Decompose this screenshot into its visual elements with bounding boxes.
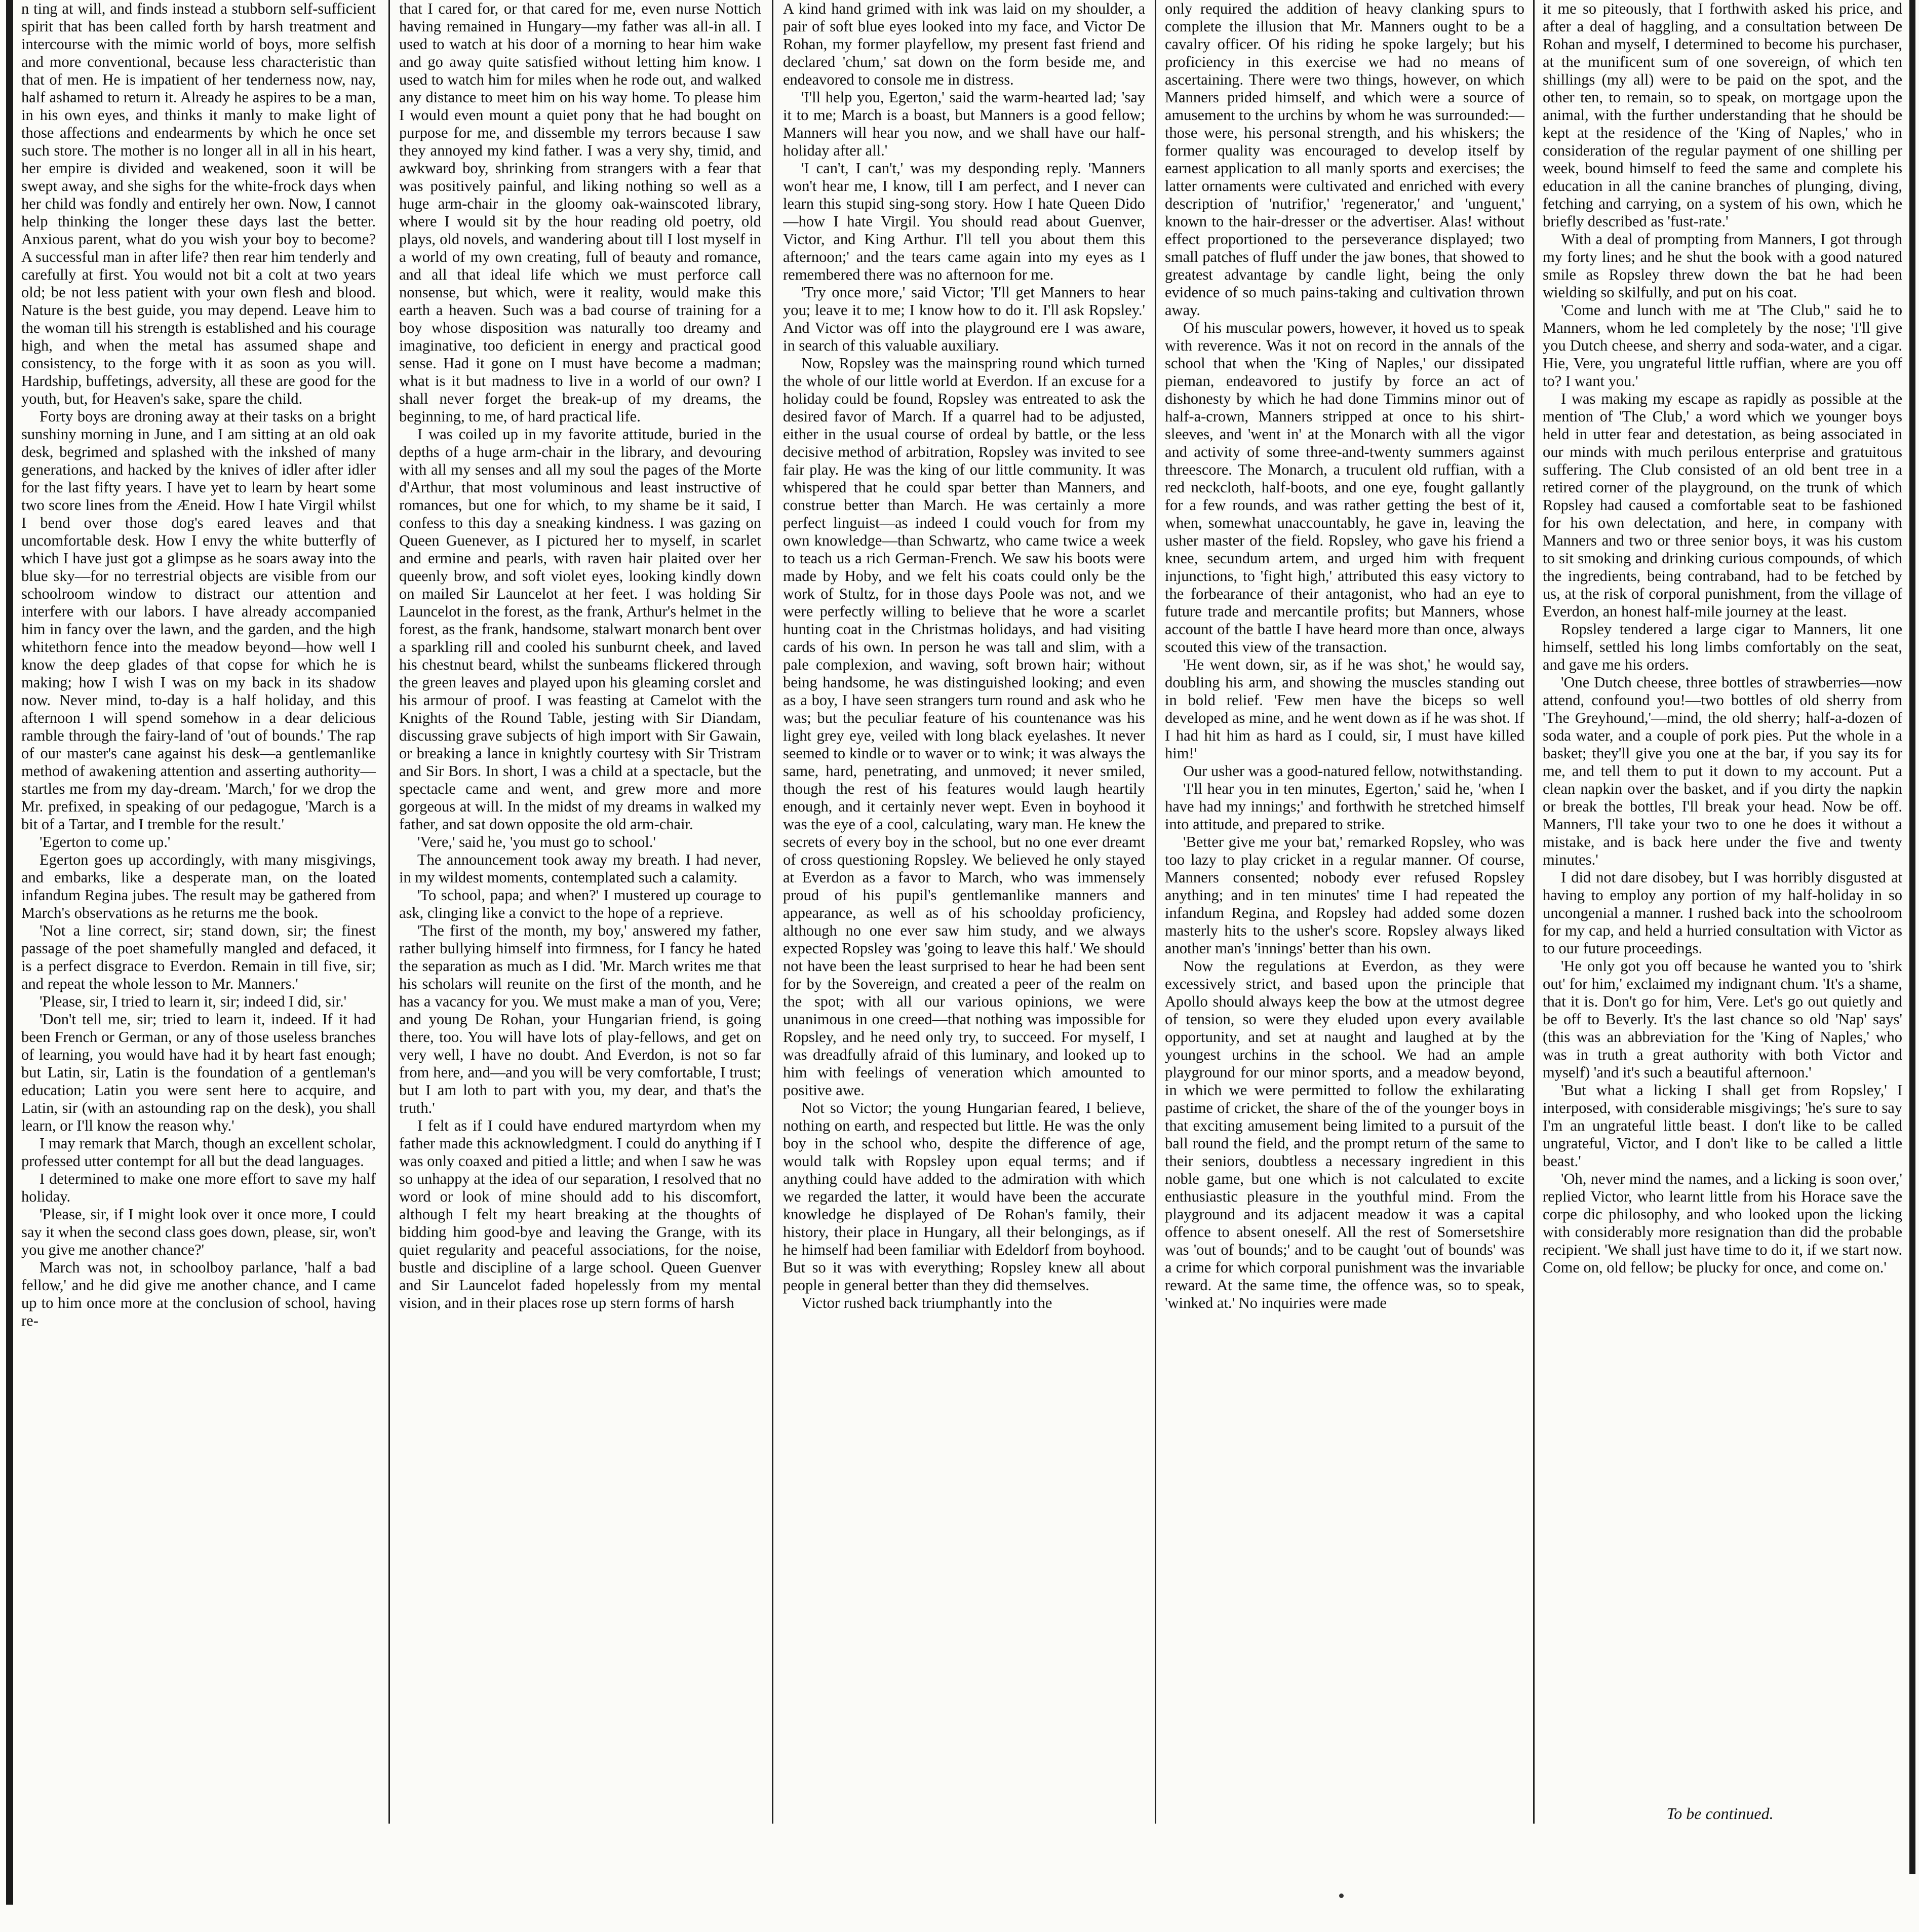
paragraph: Victor rushed back triumphantly into the xyxy=(801,1294,1052,1311)
text-column-5 xyxy=(1543,0,1902,1844)
text-column-4 xyxy=(1165,0,1524,1844)
paragraph: Now, Ropsley was the mainspring round which turned the whole of our little world at Everdon. If an excuse for a holiday could be found, Ropsley was entreated to ask the desired favor of March. If a quarrel had to be adjusted, either in the usual course of ordeal by battle, or the less decisive method of arbitration, Ropsley was invited to see fair play. He was the king of our little community. It was whispered that he could spar better than Manners, and construe better than March. He was certainly a more perfect linguist—as indeed I could vouch for from my own knowledge—than Schwartz, who came twice a week to teach us a rich German-French. We saw his boots were made by Hoby, and we felt his coats could only be the work of Stultz, for in those days Poole was not, and we were perfectly willing to believe that he wore a scarlet hunting coat in the Christmas holidays, and had visiting cards of his own. In person he was tall and slim, with a pale complexion, and waving, soft brown hair; without being handsome, he was distinguished looking; and even as a boy, I have seen strangers turn round and ask who he was; but the peculiar feature of his countenance was his light grey eye, veiled with long black eyelashes. It never seemed to kindle or to waver or to wink; it was always the same, hard, penetrating, and unmoved; it never smiled, though the rest of his features would laugh heartily enough, and it certainly never wept. Even in boyhood it was the eye of a cool, calculating, wary man. He knew the secrets of every boy in the school, but no one ever dreamt of cross questioning Ropsley. We believed he only stayed at Everdon as a favor to March, who was immensely proud of his pupil's gentlemanlike manners and appearance, as well as of his schoolday proficiency, although no one ever saw him study, and we always expected Ropsley was 'going to leave this half.' We should not have been the least surprised to hear he had been sent for by the Sovereign, and created a peer of the realm on the spot; with all our various opinions, we were unanimous in one creed—that nothing was impossible for Ropsley, and he need only try, to succeed. For myself, I was dreadfully afraid of this luminary, and looked up to him with feelings of veneration which amounted to positive awe. xyxy=(783,355,1145,1099)
paragraph: Not so Victor; the young Hungarian feared, I believe, nothing on earth, and respected but little. He was the only boy in the school who, despite the difference of age, would talk with Ropsley upon equal terms; and if anything could have added to the admiration with which we regarded the latter, it would have been the accurate knowledge he displayed of De Rohan's family, their history, their place in Hungary, all their belongings, as if he himself had been familiar with Edeldorf from boyhood. But so it was with everything; Ropsley knew all about people in general better than they did themselves. xyxy=(783,1099,1145,1294)
paragraph: I was making my escape as rapidly as possible at the mention of 'The Club,' a word which we younger boys held in utter fear and detestation, as being associated in our minds with much perilous enterprise and gratuitous suffering. The Club consisted of an old bent tree in a retired corner of the playground, on the trunk of which Ropsley had caused a comfortable seat to be fashioned for his own delectation, and here, in company with Manners and two or three senior boys, it was his custom to sit smoking and drinking curious compounds, of which the ingredients, being contraband, had to be fetched by us, at the risk of corporal punishment, from the village of Everdon, an honest half-mile journey at the least. xyxy=(1543,390,1902,620)
paragraph: 'Come and lunch with me at 'The Club,'' said he to Manners, whom he led completely by the nose; 'I'll give you Dutch cheese, and sherry and soda-water, and a cigar. Hie, Vere, you ungrateful little ruffian, where are you off to? I want you.' xyxy=(1543,301,1902,390)
text-column-2 xyxy=(399,0,761,1844)
paragraph: I felt as if I could have endured martyrdom when my father made this acknowledgment. I could do anything if I was only coaxed and pitied a little; and when I saw he was so unhappy at the idea of our separation, I resolved that no word or look of mine should add to his discomfort, although I felt my heart breaking at the thoughts of bidding him good-bye and leaving the Grange, with its quiet regularity and peaceful associations, for the noise, bustle and discipline of a large school. Queen Guenver and Sir Launcelot faded hopelessly from my mental vision, and in their places rose up stern forms of harsh xyxy=(399,1117,761,1311)
paragraph: 'I can't, I can't,' was my desponding reply. 'Manners won't hear me, I know, till I am perfect, and I never can learn this stupid sing-song story. How I hate Queen Dido—how I hate Virgil. You should read about Guenver, Victor, and King Arthur. I'll tell you about them this afternoon;' and the tears came again into my eyes as I remembered there was no afternoon for me. xyxy=(783,160,1145,283)
paragraph: 'Vere,' said he, 'you must go to school.' xyxy=(417,833,656,851)
paragraph: 'Oh, never mind the names, and a licking is soon over,' replied Victor, who learnt little from his Horace save the corpe dic philosophy, and who looked upon the licking with considerably more resignation than did the probable recipient. 'We shall just have time to do it, if we start now. Come on, old fellow; be plucky for once, and come on.' xyxy=(1543,1170,1902,1276)
paragraph: I did not dare disobey, but I was horribly disgusted at having to employ any portion of my half-holiday in so uncongenial a manner. I rushed back into the schoolroom for my cap, and held a hurried consultation with Victor as to our future proceedings. xyxy=(1543,869,1902,957)
column-rule-2 xyxy=(772,0,773,1824)
paragraph: Forty boys are droning away at their tasks on a bright sunshiny morning in June, and I am sitting at an old oak desk, begrimed and splashed with the inkshed of many generations, and hacked by the knives of idler after idler for the last fifty years. I have yet to learn by heart some two score lines from the Æneid. How I hate Virgil whilst I bend over those dog's eared leaves and that uncomfortable desk. How I envy the white butterfly of which I have just got a glimpse as he soars away into the blue sky—for no terrestrial objects are visible from our schoolroom window to distract our attention and interfere with our labors. I have already accompanied him in fancy over the lawn, and the garden, and the high whitethorn fence into the meadow beyond—how well I know the deep glades of that copse for which he is making; how I wish I was on my back in its shadow now. Never mind, to-day is a half holiday, and this afternoon I will spend somehow in a dear delicious ramble through the fairy-land of 'out of bounds.' The rap of our master's cane against his desk—a gentlemanlike method of awakening attention and asserting authority—startles me from my day-dream. 'March,' for we drop the Mr. prefixed, in speaking of our pedagogue, 'March is a bit of a Tartar, and I tremble for the result.' xyxy=(21,408,376,833)
paragraph: 'Please, sir, I tried to learn it, sir; indeed I did, sir.' xyxy=(40,993,347,1010)
paragraph: With a deal of prompting from Manners, I got through my forty lines; and he shut the book with a good natured smile as Ropsley threw down the bat he had been wielding so skilfully, and put on his coat. xyxy=(1543,230,1902,301)
paragraph: 'Try once more,' said Victor; 'I'll get Manners to hear you; leave it to me; I know how to do it. I'll ask Ropsley.' And Victor was off into the playground ere I was aware, in search of this valuable auxiliary. xyxy=(783,284,1145,354)
column-rule-1 xyxy=(388,0,390,1824)
paragraph: 'Don't tell me, sir; tried to learn it, indeed. If it had been French or German, or any of those useless branches of learning, you would have had it by heart fast enough; but Latin, sir, Latin is the foundation of a gentleman's education; Latin you were sent here to acquire, and Latin, sir (with an astounding rap on the desk), you shall learn, or I'll know the reason why.' xyxy=(21,1011,376,1134)
paragraph: 'The first of the month, my boy,' answered my father, rather bullying himself into firmness, for I fancy he hated the separation as much as I did. 'Mr. March writes me that his scholars will reunite on the first of the month, and he has a vacancy for you. We must make a man of you, Vere; and young De Rohan, your Hungarian friend, is going there, too. You will have lots of play-fellows, and get on very well, I have no doubt. And Everdon, is not so far from here, and—and you will be very comfortable, I trust; but I am loth to part with you, my dear, and that's the truth.' xyxy=(399,922,761,1116)
paragraph: I may remark that March, though an excellent scholar, professed utter contempt for all but the dead languages. xyxy=(21,1135,376,1170)
paragraph: 'One Dutch cheese, three bottles of strawberries—now attend, confound you!—two bottles of old sherry from 'The Greyhound,'—mind, the old sherry; half-a-dozen of soda water, and a couple of pork pies. Put the whole in a basket; they'll give you one at the bar, if you say its for me, and tell them to put it down to my account. Put a clean napkin over the basket, and if you dirty the napkin or break the bottles, I'll break your head. Now be off. Manners, I'll take your two to one he does it without a mistake, and is back here under the five and twenty minutes.' xyxy=(1543,674,1902,868)
paragraph: Egerton goes up accordingly, with many misgivings, and embarks, like a desperate man, on the loated infandum Regina jubes. The result may be gathered from March's observations as he returns me the book. xyxy=(21,851,376,921)
paragraph: 'Egerton to come up.' xyxy=(40,833,171,851)
ink-speck xyxy=(1339,1894,1344,1898)
left-margin-bar xyxy=(6,0,13,1905)
paragraph: Ropsley tendered a large cigar to Manners, lit one himself, settled his long limbs comfortably on the seat, and gave me his orders. xyxy=(1543,621,1902,673)
paragraph: 'But what a licking I shall get from Ropsley,' I interposed, with considerable misgivings; 'he's sure to say I'm an ungrateful little beast. I don't like to be called ungrateful, Victor, and I don't like to be called a little beast.' xyxy=(1543,1081,1902,1170)
paragraph: only required the addition of heavy clanking spurs to complete the illusion that Mr. Manners ought to be a cavalry officer. Of his riding he spoke largely; but his proficiency in this exercise we had no means of ascertaining. There were two things, however, on which Manners prided himself, and which were a source of amusement to the urchins by whom he was surrounded:—those were, his personal strength, and his whiskers; the former quality was encouraged to develop itself by earnest application to all manly sports and exercises; the latter ornaments were cultivated and enriched with every description of 'nutrifior,' 'regenerator,' and 'unguent,' known to the hair-dresser or the advertiser. Alas! without effect proportioned to the perseverance displayed; two small patches of fluff under the jaw bones, that showed to greatest advantage by candle light, being the only evidence of so much pains-taking and cultivation thrown away. xyxy=(1165,0,1524,319)
paragraph: 'Better give me your bat,' remarked Ropsley, who was too lazy to play cricket in a regular manner. Of course, Manners consented; nobody ever refused Ropsley anything; and in ten minutes' time I had repeated the infandum Regina, and Ropsley had added some dozen masterly hits to the usher's score. Ropsley always liked another man's 'innings' better than his own. xyxy=(1165,833,1524,957)
paragraph: 'Please, sir, if I might look over it once more, I could say it when the second class goes down, please, sir, won't you give me another chance?' xyxy=(21,1206,376,1258)
paragraph: 'He only got you off because he wanted you to 'shirk out' for him,' exclaimed my indignant chum. 'It's a shame, that it is. Don't go for him, Vere. Let's go out quietly and be off to Beverly. It's the last chance so old 'Nap' says' (this was an abbreviation for the 'King of Naples,' who was in truth a great authority with both Victor and myself) 'and it's such a beautiful afternoon.' xyxy=(1543,957,1902,1081)
paragraph: A kind hand grimed with ink was laid on my shoulder, a pair of soft blue eyes looked into my face, and Victor De Rohan, my former playfellow, my present fast friend and declared 'chum,' sat down on the form beside me, and endeavored to console me in distress. xyxy=(783,0,1145,88)
paragraph: Of his muscular powers, however, it hoved us to speak with reverence. Was it not on record in the annals of the school that when the 'King of Naples,' our dissipated pieman, endeavored to justify by force an act of dishonesty by which he had done Timmins minor out of half-a-crown, Manners stripped at once to his shirt-sleeves, and 'went in' at the Monarch with all the vigor and activity of some three-and-twenty summers against threescore. The Monarch, a truculent old ruffian, with a red neckcloth, half-boots, and one eye, fought gallantly for a few rounds, and was rather getting the best of it, when, somewhat unaccountably, he gave in, leaving the usher master of the field. Ropsley, who gave his friend a knee, secundum artem, and urged him with frequent injunctions, to 'fight high,' attributed this easy victory to the forbearance of their antagonist, who had an eye to future trade and mercantile profits; but Manners, whose account of the battle I have heard more than once, always scouted this view of the transaction. xyxy=(1165,319,1524,655)
to-be-continued-note: To be continued. xyxy=(1666,1804,1774,1823)
paragraph: it me so piteously, that I forthwith asked his price, and after a deal of haggling, and a consultation between De Rohan and myself, I determined to become his purchaser, at the munificent sum of one sovereign, of which ten shillings (my all) were to be paid on the spot, and the other ten, to remain, so to speak, on mortgage upon the animal, with the further understanding that he should be kept at the residence of the 'King of Naples,' who in consideration of the regular payment of one shilling per week, bound himself to feed the same and complete his education in all the canine branches of plunging, diving, fetching and carrying, on a system of his own, which he briefly described as 'fust-rate.' xyxy=(1543,0,1902,230)
paragraph: 'Not a line correct, sir; stand down, sir; the finest passage of the poet shamefully mangled and defaced, it is a perfect disgrace to Everdon. Remain in till five, sir; and repeat the whole lesson to Mr. Manners.' xyxy=(21,922,376,992)
paragraph: I was coiled up in my favorite attitude, buried in the depths of a huge arm-chair in the library, and devouring with all my senses and all my soul the pages of the Morte d'Arthur, that most voluminous and least instructive of romances, but one for which, to my shame be it said, I confess to this day a sneaking kindness. I was gazing on Queen Guenever, as I pictured her to myself, in scarlet and ermine and pearls, with raven hair plaited over her queenly brow, and soft violet eyes, looking kindly down on mailed Sir Launcelot at her feet. I was holding Sir Launcelot in the forest, as the frank, Arthur's helmet in the forest, as the frank, handsome, stalwart monarch bent over a sparkling rill and cooled his sunburnt cheek, and laved his chestnut beard, whilst the sunbeams flickered through the green leaves and played upon his gleaming corslet and his armour of proof. I was feasting at Camelot with the Knights of the Round Table, jesting with Sir Diandam, discussing grave subjects of high import with Sir Gawain, or breaking a lance in knightly courtesy with Sir Tristram and Sir Bors. In short, I was a child at a spectacle, but the spectacle came and went, and grew more and more gorgeous at will. In the midst of my dreams in walked my father, and sat down opposite the old arm-chair. xyxy=(399,426,761,833)
column-rule-3 xyxy=(1155,0,1156,1824)
column-rule-4 xyxy=(1533,0,1535,1824)
right-margin-bar xyxy=(1909,0,1915,1874)
paragraph: The announcement took away my breath. I had never, in my wildest moments, contemplated such a calamity. xyxy=(399,851,761,886)
paragraph: March was not, in schoolboy parlance, 'half a bad fellow,' and he did give me another chance, and I came up to him once more at the conclusion of school, having re- xyxy=(21,1259,376,1329)
paragraph: Now the regulations at Everdon, as they were excessively strict, and based upon the principle that Apollo should always keep the bow at the utmost degree of tension, so were they eluded upon every available opportunity, and set at naught and laughed at by the youngest urchins in the school. We had an ample playground for our minor sports, and a meadow beyond, in which we were permitted to follow the exhilarating pastime of cricket, the share of the of the younger boys in that exciting amusement being limited to a pursuit of the ball round the field, and the prompt return of the same to their seniors, doubtless a necessary ingredient in this noble game, but one which is not calculated to excite enthusiastic pleasure in the youthful mind. From the playground and its adjacent meadow it was a capital offence to absent oneself. All the rest of Somersetshire was 'out of bounds;' and to be caught 'out of bounds' was a crime for which corporal punishment was the invariable reward. At the same time, the offence was, so to speak, 'winked at.' No inquiries were made xyxy=(1165,957,1524,1311)
text-column-1 xyxy=(21,0,376,1844)
paragraph: 'I'll help you, Egerton,' said the warm-hearted lad; 'say it to me; March is a boast, but Manners is a good fellow; Manners will hear you now, and we shall have our half-holiday after all.' xyxy=(783,89,1145,159)
paragraph: 'I'll hear you in ten minutes, Egerton,' said he, 'when I have had my innings;' and forthwith he stretched himself into attitude, and prepared to strike. xyxy=(1165,780,1524,833)
paragraph: Our usher was a good-natured fellow, notwithstanding. xyxy=(1183,762,1523,780)
paragraph: I determined to make one more effort to save my half holiday. xyxy=(21,1170,376,1205)
paragraph: 'To school, papa; and when?' I mustered up courage to ask, clinging like a convict to the hope of a reprieve. xyxy=(399,886,761,921)
paragraph: that I cared for, or that cared for me, even nurse Nottich having remained in Hungary—my father was all-in all. I used to watch at his door of a morning to hear him wake and go away quite satisfied without letting him know. I used to watch him for miles when he rode out, and walked any distance to meet him on his way home. To please him I would even mount a quiet pony that he had bought on purpose for me, and dissemble my terrors because I saw they annoyed my kind father. I was a very shy, timid, and awkward boy, shrinking from strangers with a fear that was positively painful, and liking nothing so well as a huge arm-chair in the gloomy oak-wainscoted library, where I would sit by the hour reading old poetry, old plays, old novels, and wandering about till I lost myself in a world of my own creating, full of beauty and romance, and all that ideal life which we must perforce call nonsense, but which, were it reality, would make this earth a heaven. Such was a bad course of training for a boy whose disposition was naturally too dreamy and imaginative, too deficient in energy and practical good sense. Had it gone on I must have become a madman; what is it but madness to live in a world of our own? I shall never forget the break-up of my dreams, the beginning, to me, of hard practical life. xyxy=(399,0,761,425)
paragraph: n ting at will, and finds instead a stubborn self-sufficient spirit that has been called forth by harsh treatment and intercourse with the mimic world of boys, more selfish and more conventional, because less characteristic than that of men. He is impatient of her tenderness now, nay, half ashamed to return it. Already he aspires to be a man, in his own eyes, and thinks it manly to make light of those affections and endearments by which he once set such store. The mother is no longer all in all in his heart, her empire is divided and weakened, soon it will be swept away, and she sighs for the white-frock days when her child was fondly and entirely her own. Now, I cannot help thinking the longer these days last the better. Anxious parent, what do you wish your boy to become? A successful man in after life? then rear him tenderly and carefully at first. You would not bit a colt at two years old; be not less patient with your own flesh and blood. Nature is the best guide, you may depend. Leave him to the woman till his strength is established and his courage high, and when the metal has assumed shape and consistency, to the forge with it as soon as you will. Hardship, buffetings, adversity, all these are good for the youth, but, for Heaven's sake, spare the child. xyxy=(21,0,376,407)
paragraph: 'He went down, sir, as if he was shot,' he would say, doubling his arm, and showing the muscles standing out in bold relief. 'Few men have the biceps so well developed as mine, and he went down as if he was shot. If I had hit him as hard as I could, sir, I must have killed him!' xyxy=(1165,656,1524,762)
text-column-3 xyxy=(783,0,1145,1844)
